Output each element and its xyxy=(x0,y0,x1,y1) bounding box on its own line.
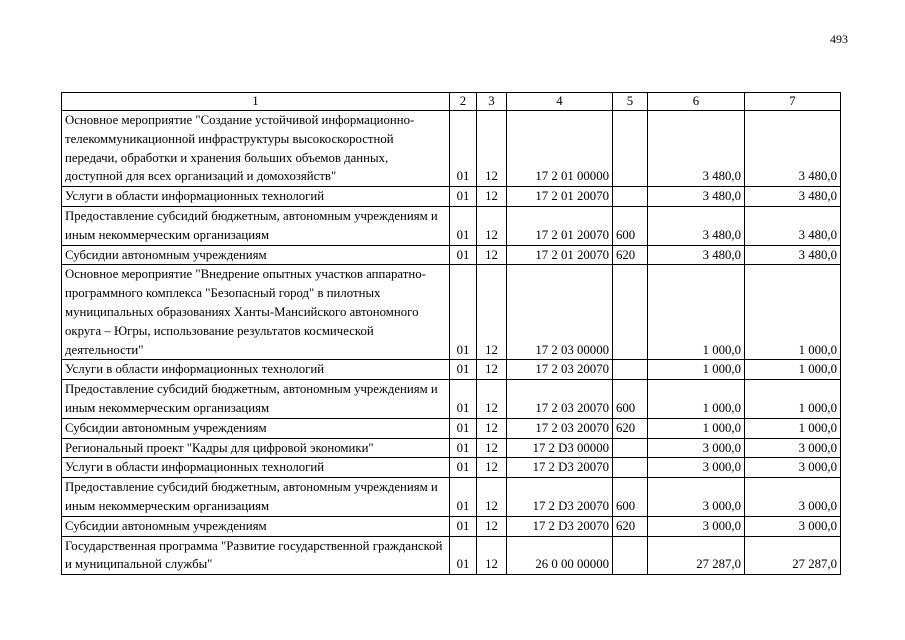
table-row xyxy=(62,265,841,360)
target-item-cell: 17 2 D3 00000 xyxy=(507,438,613,458)
target-item-cell: 17 2 03 20070 xyxy=(507,380,613,419)
row-name-cell: Предоставление субсидий бюджетным, автономным учреждениям и иным некоммерческим организациям xyxy=(62,380,450,419)
row-name-cell: Услуги в области информационных технологий xyxy=(62,360,450,380)
amount-cell: 1 000,0 xyxy=(648,380,745,419)
row-name-cell: Основное мероприятие "Создание устойчивой информационно-телекоммуникационной инфраструктуры высокоскоростной передачи, обработки и хранения больших объемов данных, доступной для всех организаций и домохозяйств" xyxy=(62,111,450,187)
row-name-cell: Услуги в области информационных технологий xyxy=(62,458,450,478)
target-item-cell: 17 2 01 20070 xyxy=(507,245,613,265)
target-item-cell: 17 2 01 20070 xyxy=(507,187,613,207)
target-item-cell: 17 2 D3 20070 xyxy=(507,458,613,478)
amount-cell: 3 480,0 xyxy=(745,206,841,245)
section-cell: 01 xyxy=(450,516,477,536)
page-number: 493 xyxy=(830,32,848,46)
target-item-cell: 17 2 D3 20070 xyxy=(507,516,613,536)
amount-cell: 3 480,0 xyxy=(648,187,745,207)
section-cell: 01 xyxy=(450,380,477,419)
row-name-cell: Субсидии автономным учреждениям xyxy=(62,418,450,438)
amount-cell: 3 480,0 xyxy=(648,206,745,245)
row-name-cell: Субсидии автономным учреждениям xyxy=(62,516,450,536)
expense-type-cell xyxy=(613,360,648,380)
subsection-cell: 12 xyxy=(477,380,507,419)
amount-cell: 3 000,0 xyxy=(648,438,745,458)
amount-cell: 1 000,0 xyxy=(648,418,745,438)
header-cell: 7 xyxy=(745,93,841,111)
amount-cell: 3 000,0 xyxy=(648,516,745,536)
subsection-cell: 12 xyxy=(477,478,507,517)
amount-cell: 3 000,0 xyxy=(745,478,841,517)
target-item-cell: 17 2 03 20070 xyxy=(507,360,613,380)
budget-table xyxy=(61,92,841,575)
subsection-cell: 12 xyxy=(477,516,507,536)
target-item-cell: 17 2 03 00000 xyxy=(507,265,613,360)
subsection-cell: 12 xyxy=(477,187,507,207)
amount-cell: 3 480,0 xyxy=(648,111,745,187)
section-cell: 01 xyxy=(450,418,477,438)
header-row xyxy=(62,93,841,111)
section-cell: 01 xyxy=(450,245,477,265)
amount-cell: 3 000,0 xyxy=(648,478,745,517)
row-name-cell: Основное мероприятие "Внедрение опытных участков аппаратно-программного комплекса "Безопасный город" в пилотных муниципальных образованиях Ханты-Мансийского автономного округа – Югры, использование результатов космической деятельности" xyxy=(62,265,450,360)
header-cell: 1 xyxy=(62,93,450,111)
expense-type-cell: 620 xyxy=(613,245,648,265)
header-cell: 4 xyxy=(507,93,613,111)
section-cell: 01 xyxy=(450,206,477,245)
amount-cell: 3 000,0 xyxy=(648,458,745,478)
subsection-cell: 12 xyxy=(477,245,507,265)
expense-type-cell xyxy=(613,187,648,207)
section-cell: 01 xyxy=(450,438,477,458)
target-item-cell: 17 2 01 20070 xyxy=(507,206,613,245)
target-item-cell: 17 2 03 20070 xyxy=(507,418,613,438)
row-name-cell: Субсидии автономным учреждениям xyxy=(62,245,450,265)
amount-cell: 1 000,0 xyxy=(648,265,745,360)
amount-cell: 3 480,0 xyxy=(745,187,841,207)
subsection-cell: 12 xyxy=(477,111,507,187)
header-cell: 3 xyxy=(477,93,507,111)
subsection-cell: 12 xyxy=(477,438,507,458)
section-cell: 01 xyxy=(450,265,477,360)
subsection-cell: 12 xyxy=(477,265,507,360)
expense-type-cell: 620 xyxy=(613,418,648,438)
header-cell: 2 xyxy=(450,93,477,111)
table-row xyxy=(62,360,841,380)
amount-cell: 3 480,0 xyxy=(745,245,841,265)
subsection-cell: 12 xyxy=(477,458,507,478)
amount-cell: 1 000,0 xyxy=(745,265,841,360)
table-row xyxy=(62,111,841,187)
row-name-cell: Региональный проект "Кадры для цифровой экономики" xyxy=(62,438,450,458)
table-row xyxy=(62,206,841,245)
amount-cell: 27 287,0 xyxy=(745,536,841,575)
header-cell: 6 xyxy=(648,93,745,111)
section-cell: 01 xyxy=(450,536,477,575)
section-cell: 01 xyxy=(450,458,477,478)
expense-type-cell: 600 xyxy=(613,206,648,245)
subsection-cell: 12 xyxy=(477,360,507,380)
target-item-cell: 17 2 D3 20070 xyxy=(507,478,613,517)
expense-type-cell: 600 xyxy=(613,478,648,517)
row-name-cell: Предоставление субсидий бюджетным, автономным учреждениям и иным некоммерческим организациям xyxy=(62,206,450,245)
target-item-cell: 26 0 00 00000 xyxy=(507,536,613,575)
amount-cell: 3 000,0 xyxy=(745,516,841,536)
table-row xyxy=(62,245,841,265)
section-cell: 01 xyxy=(450,360,477,380)
subsection-cell: 12 xyxy=(477,418,507,438)
amount-cell: 3 480,0 xyxy=(648,245,745,265)
amount-cell: 3 000,0 xyxy=(745,458,841,478)
table-row xyxy=(62,418,841,438)
row-name-cell: Услуги в области информационных технологий xyxy=(62,187,450,207)
expense-type-cell xyxy=(613,536,648,575)
subsection-cell: 12 xyxy=(477,536,507,575)
section-cell: 01 xyxy=(450,478,477,517)
section-cell: 01 xyxy=(450,111,477,187)
table-row xyxy=(62,438,841,458)
expense-type-cell xyxy=(613,111,648,187)
row-name-cell: Предоставление субсидий бюджетным, автономным учреждениям и иным некоммерческим организациям xyxy=(62,478,450,517)
expense-type-cell xyxy=(613,438,648,458)
amount-cell: 1 000,0 xyxy=(745,380,841,419)
target-item-cell: 17 2 01 00000 xyxy=(507,111,613,187)
expense-type-cell: 620 xyxy=(613,516,648,536)
amount-cell: 1 000,0 xyxy=(745,418,841,438)
table-row xyxy=(62,478,841,517)
table-row xyxy=(62,380,841,419)
amount-cell: 1 000,0 xyxy=(745,360,841,380)
table-row xyxy=(62,536,841,575)
table-row xyxy=(62,516,841,536)
amount-cell: 3 480,0 xyxy=(745,111,841,187)
subsection-cell: 12 xyxy=(477,206,507,245)
table-row xyxy=(62,187,841,207)
row-name-cell: Государственная программа "Развитие государственной гражданской и муниципальной службы" xyxy=(62,536,450,575)
section-cell: 01 xyxy=(450,187,477,207)
header-cell: 5 xyxy=(613,93,648,111)
expense-type-cell xyxy=(613,265,648,360)
amount-cell: 27 287,0 xyxy=(648,536,745,575)
amount-cell: 1 000,0 xyxy=(648,360,745,380)
table-row xyxy=(62,458,841,478)
amount-cell: 3 000,0 xyxy=(745,438,841,458)
expense-type-cell: 600 xyxy=(613,380,648,419)
expense-type-cell xyxy=(613,458,648,478)
